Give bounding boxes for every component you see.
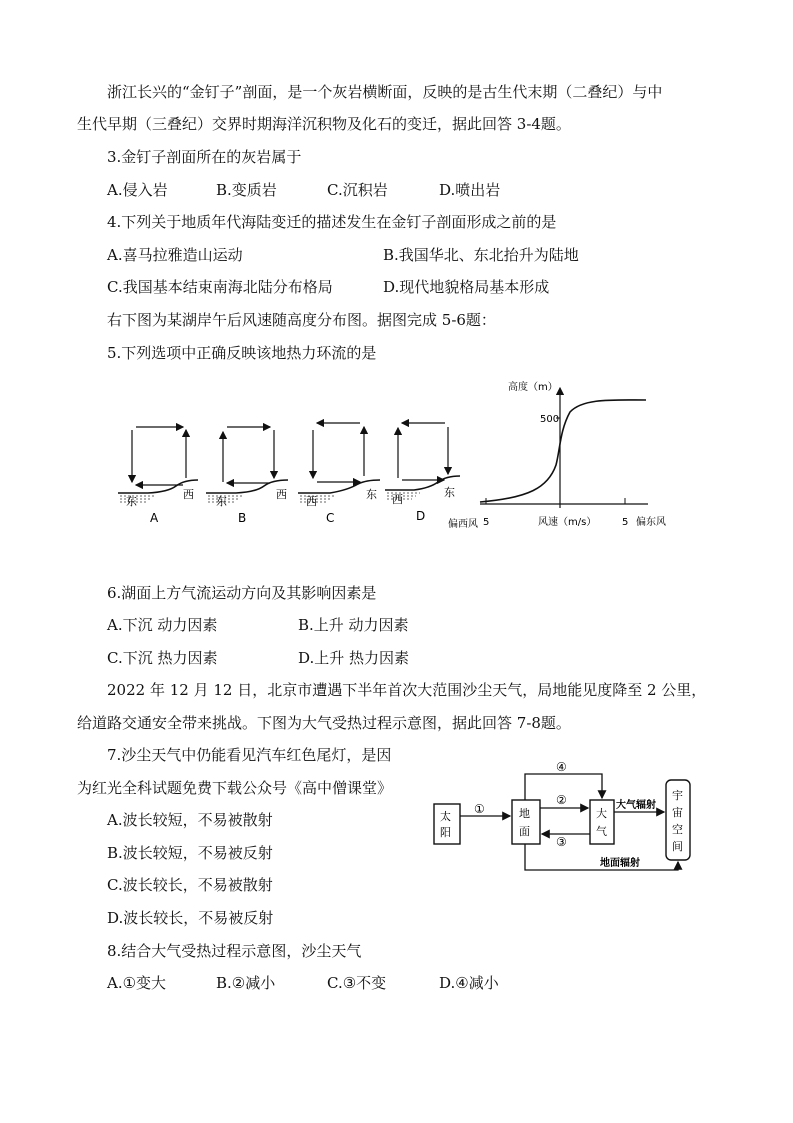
panel-c-right: 东 (366, 488, 377, 501)
graph-right-end: 偏东风 (636, 517, 666, 528)
graph-right-tick-label: 5 (622, 517, 629, 528)
q6-option-c: C.下沉 热力因素 (107, 649, 218, 667)
panel-c-left: 西 (306, 495, 317, 508)
panel-b (206, 427, 288, 525)
q6-option-a: A.下沉 动力因素 (107, 616, 218, 634)
intro-2: 右下图为某湖岸午后风速随高度分布图。据图完成 5-6题： (107, 311, 496, 329)
panel-d (385, 423, 460, 523)
q3-option-a: A.侵入岩 (107, 181, 168, 199)
q8-stem: 8.结合大气受热过程示意图，沙尘天气 (107, 942, 362, 960)
space-label-3: 空 (672, 823, 683, 836)
q4-option-c: C.我国基本结束南海北陆分布格局 (107, 278, 333, 296)
label-2: ② (556, 793, 567, 807)
intro-line-1: 浙江长兴的“金钉子”剖面，是一个灰岩横断面，反映的是古生代末期（二叠纪）与中 (107, 83, 663, 101)
q8-option-b: B.②减小 (216, 974, 276, 992)
q3-option-d: D.喷出岩 (439, 181, 501, 199)
q4-option-b: B.我国华北、东北抬升为陆地 (383, 246, 579, 264)
panel-b-right: 西 (276, 488, 287, 501)
q8-option-a: A.①变大 (107, 974, 167, 992)
panel-b-letter: B (238, 511, 247, 525)
q7-option-a: A.波长较短，不易被散射 (107, 811, 273, 829)
panel-a (118, 427, 198, 525)
q8-option-c: C.③不变 (327, 974, 387, 992)
panel-c-letter: C (326, 511, 335, 525)
ground-label-1: 地 (519, 807, 530, 820)
intro-3-line-2: 给道路交通安全带来挑战。下图为大气受热过程示意图，据此回答 7-8题。 (77, 714, 571, 732)
panel-b-left: 东 (216, 495, 227, 508)
q6-stem: 6.湖面上方气流运动方向及其影响因素是 (107, 584, 377, 602)
q7-stem-line-1: 7.沙尘天气中仍能看见汽车红色尾灯，是因 (107, 746, 392, 764)
q4-option-d: D.现代地貌格局基本形成 (383, 278, 550, 296)
panel-a-left: 东 (126, 495, 137, 508)
sun-label-1: 太 (440, 810, 451, 823)
atm-radiation-label: 大气辐射 (616, 800, 656, 811)
panel-d-left: 西 (392, 493, 403, 506)
atmosphere-label-2: 气 (596, 825, 607, 838)
q5-figure (108, 370, 688, 540)
graph-ylabel: 高度（m） (508, 382, 558, 393)
panel-a-right: 西 (183, 488, 194, 501)
ground-radiation-label: 地面辐射 (600, 858, 640, 869)
graph-left-end: 偏西风 (448, 519, 478, 530)
q8-option-d: D.④减小 (439, 974, 499, 992)
heat-process-diagram (430, 750, 692, 878)
label-3: ③ (556, 835, 567, 849)
q3-option-c: C.沉积岩 (327, 181, 388, 199)
graph-ytick-500: 500 (540, 414, 560, 425)
q3-stem: 3.金钉子剖面所在的灰岩属于 (107, 148, 302, 166)
space-label-2: 宙 (672, 806, 683, 819)
q4-option-a: A.喜马拉雅造山运动 (107, 246, 243, 264)
q7-option-c: C.波长较长，不易被散射 (107, 876, 273, 894)
q7-stem-line-2: 为红光全科试题免费下载公众号《高中僧课堂》 (77, 779, 393, 797)
sun-label-2: 阳 (440, 826, 451, 839)
q5-stem: 5.下列选项中正确反映该地热力环流的是 (107, 344, 377, 362)
atmosphere-label-1: 大 (596, 807, 607, 820)
q7-option-d: D.波长较长，不易被反射 (107, 909, 274, 927)
ground-label-2: 面 (519, 825, 530, 838)
q4-stem: 4.下列关于地质年代海陆变迁的描述发生在金钉子剖面形成之前的是 (107, 213, 557, 231)
panel-d-letter: D (416, 509, 426, 523)
graph-left-tick-label: 5 (483, 517, 490, 528)
panel-c (298, 423, 380, 525)
panel-d-right: 东 (444, 486, 455, 499)
q6-option-b: B.上升 动力因素 (298, 616, 409, 634)
wind-profile-curve (480, 400, 646, 502)
intro-3-line-1: 2022 年 12 月 12 日，北京市遭遇下半年首次大范围沙尘天气，局地能见度降至 2 公里， (107, 681, 707, 699)
panel-a-letter: A (150, 511, 159, 525)
wind-speed-graph (448, 380, 666, 530)
label-4: ④ (556, 760, 567, 774)
q3-option-b: B.变质岩 (216, 181, 277, 199)
q6-option-d: D.上升 热力因素 (298, 649, 410, 667)
space-label-1: 宇 (672, 789, 683, 802)
graph-xlabel: 风速（m/s） (538, 517, 597, 528)
q7-option-b: B.波长较短，不易被反射 (107, 844, 273, 862)
label-1: ① (474, 802, 485, 816)
space-label-4: 间 (672, 840, 683, 853)
intro-line-2: 生代早期（三叠纪）交界时期海洋沉积物及化石的变迁，据此回答 3-4题。 (77, 115, 571, 133)
